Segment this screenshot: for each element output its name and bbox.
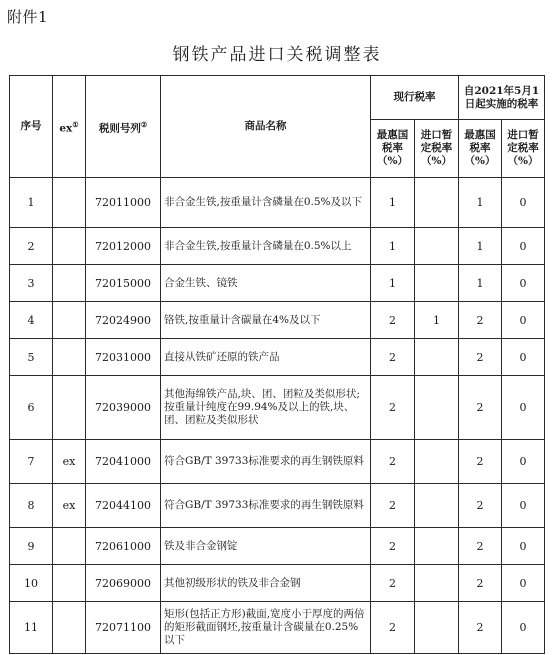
- cell-current-interim: [415, 484, 459, 528]
- cell-current-mfn: 2: [371, 339, 415, 376]
- cell-seq: 4: [10, 302, 53, 339]
- header-seq: 序号: [10, 76, 53, 178]
- header-new-mfn: 最惠国税率（%）: [459, 120, 502, 178]
- cell-ex: [53, 528, 86, 565]
- cell-new-mfn: 2: [459, 302, 502, 339]
- cell-new-interim: 0: [502, 302, 545, 339]
- cell-seq: 2: [10, 228, 53, 265]
- cell-current-mfn: 2: [371, 440, 415, 484]
- header-ex: ex①: [53, 76, 86, 178]
- cell-current-interim: [415, 228, 459, 265]
- cell-code: 72011000: [86, 178, 161, 228]
- cell-seq: 6: [10, 376, 53, 440]
- cell-seq: 3: [10, 265, 53, 302]
- cell-seq: 10: [10, 565, 53, 602]
- cell-ex: [53, 565, 86, 602]
- cell-current-mfn: 1: [371, 228, 415, 265]
- cell-code: 72039000: [86, 376, 161, 440]
- cell-seq: 7: [10, 440, 53, 484]
- cell-new-interim: 0: [502, 265, 545, 302]
- cell-new-mfn: 2: [459, 376, 502, 440]
- cell-ex: [53, 178, 86, 228]
- cell-ex: [53, 602, 86, 654]
- cell-current-interim: [415, 178, 459, 228]
- cell-new-mfn: 2: [459, 440, 502, 484]
- cell-name: 铬铁,按重量计含碳量在4%及以下: [161, 302, 371, 339]
- cell-seq: 9: [10, 528, 53, 565]
- header-code-note: ②: [140, 119, 148, 129]
- cell-ex: ex: [53, 484, 86, 528]
- header-current-mfn: 最惠国税率（%）: [371, 120, 415, 178]
- cell-new-mfn: 2: [459, 339, 502, 376]
- table-row: [10, 528, 545, 565]
- table-row: [10, 565, 545, 602]
- cell-name: 符合GB/T 39733标准要求的再生钢铁原料: [161, 484, 371, 528]
- cell-seq: 5: [10, 339, 53, 376]
- cell-new-interim: 0: [502, 376, 545, 440]
- cell-new-mfn: 2: [459, 602, 502, 654]
- cell-new-interim: 0: [502, 484, 545, 528]
- table-title: 钢铁产品进口关税调整表: [172, 45, 382, 65]
- table-row: [10, 440, 545, 484]
- cell-name: 其他海绵铁产品,块、团、团粒及类似形状;按重量计纯度在99.94%及以上的铁,块、团、团粒及类似形状: [161, 376, 371, 440]
- cell-code: 72041000: [86, 440, 161, 484]
- cell-ex: [53, 302, 86, 339]
- table-row: [10, 376, 545, 440]
- cell-name: 非合金生铁,按重量计含磷量在0.5%以上: [161, 228, 371, 265]
- table-row: [10, 602, 545, 654]
- cell-current-mfn: 2: [371, 602, 415, 654]
- cell-new-interim: 0: [502, 228, 545, 265]
- cell-name: 矩形(包括正方形)截面,宽度小于厚度的两倍的矩形截面钢坯,按重量计含碳量在0.25%以下: [161, 602, 371, 654]
- header-ex-note: ①: [72, 119, 79, 129]
- cell-name: 其他初级形状的铁及非合金钢: [161, 565, 371, 602]
- tariff-table: [9, 75, 545, 654]
- cell-ex: [53, 339, 86, 376]
- cell-current-interim: [415, 602, 459, 654]
- cell-current-mfn: 1: [371, 178, 415, 228]
- cell-new-interim: 0: [502, 339, 545, 376]
- cell-current-mfn: 2: [371, 528, 415, 565]
- cell-name: 非合金生铁,按重量计含磷量在0.5%及以下: [161, 178, 371, 228]
- cell-name: 直接从铁矿还原的铁产品: [161, 339, 371, 376]
- cell-new-interim: 0: [502, 178, 545, 228]
- cell-new-interim: 0: [502, 565, 545, 602]
- cell-current-interim: [415, 565, 459, 602]
- cell-code: 72061000: [86, 528, 161, 565]
- cell-new-mfn: 1: [459, 228, 502, 265]
- cell-seq: 1: [10, 178, 53, 228]
- cell-new-mfn: 2: [459, 484, 502, 528]
- cell-new-interim: 0: [502, 528, 545, 565]
- header-new-interim: 进口暂定税率（%）: [502, 120, 545, 178]
- cell-ex: [53, 228, 86, 265]
- cell-code: 72024900: [86, 302, 161, 339]
- cell-new-mfn: 2: [459, 528, 502, 565]
- table-row: [10, 178, 545, 228]
- cell-code: 72012000: [86, 228, 161, 265]
- cell-current-mfn: 2: [371, 376, 415, 440]
- cell-name: 铁及非合金钢锭: [161, 528, 371, 565]
- cell-ex: [53, 376, 86, 440]
- cell-name: 符合GB/T 39733标准要求的再生钢铁原料: [161, 440, 371, 484]
- table-row: [10, 228, 545, 265]
- table-row: [10, 265, 545, 302]
- cell-current-mfn: 2: [371, 484, 415, 528]
- cell-current-interim: 1: [415, 302, 459, 339]
- cell-name: 合金生铁、镜铁: [161, 265, 371, 302]
- header-name: 商品名称: [161, 76, 371, 178]
- cell-code: 72069000: [86, 565, 161, 602]
- cell-current-interim: [415, 440, 459, 484]
- table-row: [10, 484, 545, 528]
- cell-current-mfn: 1: [371, 265, 415, 302]
- cell-current-mfn: 2: [371, 302, 415, 339]
- table-row: [10, 302, 545, 339]
- cell-current-interim: [415, 265, 459, 302]
- cell-current-mfn: 2: [371, 565, 415, 602]
- attachment-label: 附件1: [7, 8, 49, 26]
- cell-code: 72015000: [86, 265, 161, 302]
- cell-new-interim: 0: [502, 440, 545, 484]
- cell-seq: 8: [10, 484, 53, 528]
- cell-ex: ex: [53, 440, 86, 484]
- cell-new-mfn: 2: [459, 565, 502, 602]
- cell-code: 72071100: [86, 602, 161, 654]
- cell-new-mfn: 1: [459, 265, 502, 302]
- header-code: 税则号列②: [86, 76, 161, 178]
- cell-current-interim: [415, 528, 459, 565]
- table-row: [10, 339, 545, 376]
- cell-new-interim: 0: [502, 602, 545, 654]
- cell-current-interim: [415, 339, 459, 376]
- cell-seq: 11: [10, 602, 53, 654]
- header-new-rates: 自2021年5月1日起实施的税率: [459, 76, 545, 120]
- cell-code: 72044100: [86, 484, 161, 528]
- cell-code: 72031000: [86, 339, 161, 376]
- header-current-rates: 现行税率: [371, 76, 459, 120]
- cell-current-interim: [415, 376, 459, 440]
- cell-ex: [53, 265, 86, 302]
- cell-new-mfn: 1: [459, 178, 502, 228]
- header-current-interim: 进口暂定税率（%）: [415, 120, 459, 178]
